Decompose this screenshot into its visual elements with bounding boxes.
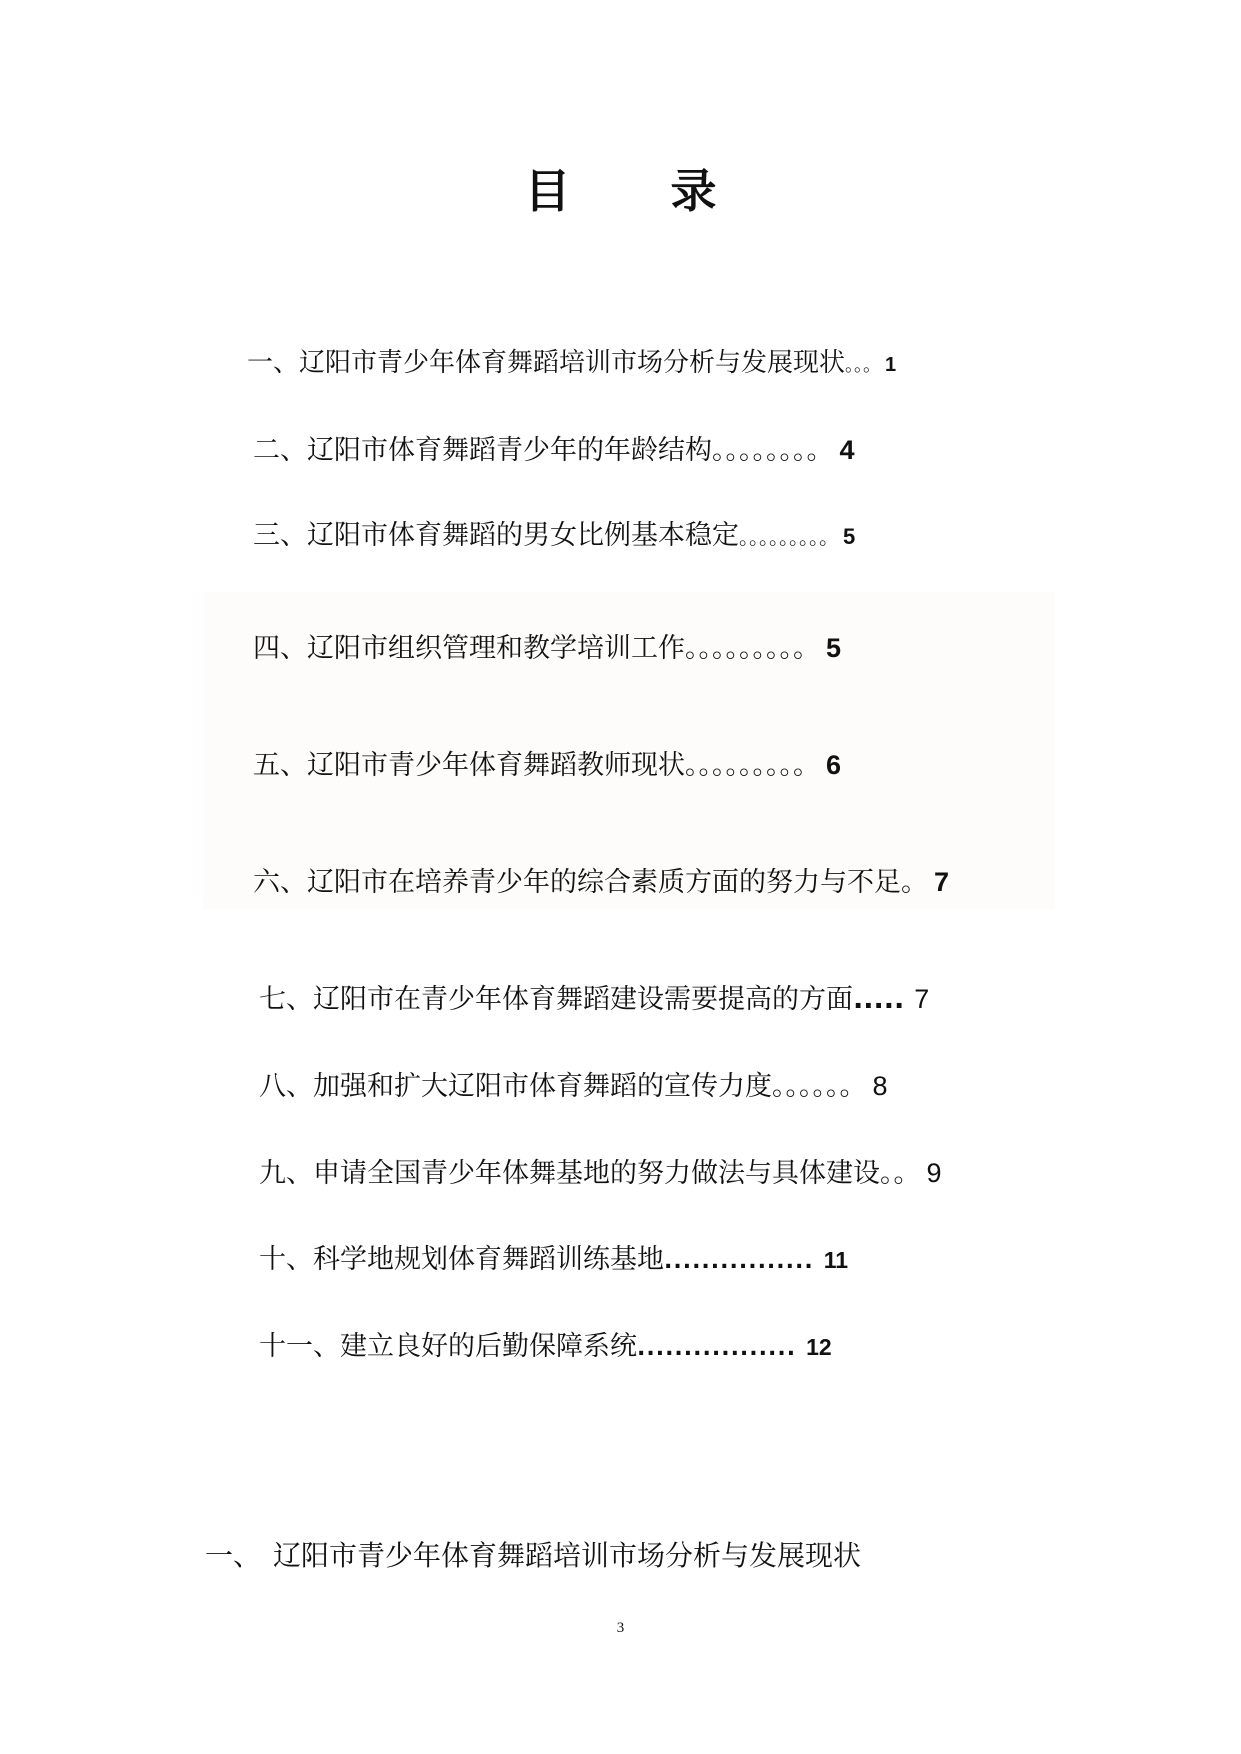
toc-title <box>0 155 1241 221</box>
toc-entry-page: 5 <box>826 633 842 663</box>
toc-entry-leader: 。。 <box>880 1158 921 1189</box>
toc-entry-label: 七、辽阳市在青少年体育舞蹈建设需要提高的方面 <box>259 984 853 1015</box>
toc-entry-label: 八、加强和扩大辽阳市体育舞蹈的宣传力度 <box>259 1071 772 1102</box>
toc-entry-label: 九、申请全国青少年体舞基地的努力做法与具体建设 <box>259 1158 880 1189</box>
toc-entry-leader: 。。。。。。。。。 <box>685 750 820 781</box>
toc-entry-label: 六、辽阳市在培养青少年的综合素质方面的努力与不足 <box>253 867 901 898</box>
toc-entry-page: 12 <box>806 1334 832 1360</box>
toc-entry-page: 8 <box>872 1071 888 1101</box>
toc-entry-leader: 。。。 <box>845 355 882 376</box>
toc-entry-page: 4 <box>839 435 855 465</box>
toc-title-char-2: 录 <box>670 164 717 218</box>
toc-entry[interactable] <box>259 1242 848 1278</box>
toc-entry-label: 三、辽阳市体育舞蹈的男女比例基本稳定 <box>253 520 739 551</box>
toc-entry-page: 5 <box>843 524 856 549</box>
toc-entry-leader: 。。。。。。。。 <box>712 435 834 466</box>
page-number: 3 <box>616 1620 625 1636</box>
toc-entry-label: 二、辽阳市体育舞蹈青少年的年龄结构 <box>253 435 712 466</box>
toc-entry[interactable] <box>259 1329 832 1365</box>
toc-entry[interactable] <box>253 630 841 666</box>
toc-entry[interactable] <box>247 345 896 381</box>
toc-entry-leader: ................ <box>664 1249 814 1274</box>
toc-entry[interactable] <box>253 864 949 900</box>
section-heading-text: 辽阳市青少年体育舞蹈培训市场分析与发展现状 <box>273 1539 862 1572</box>
toc-entry-leader: 。。。。。。 <box>772 1071 867 1102</box>
toc-entry-page: 6 <box>826 750 842 780</box>
toc-entry-leader: 。 <box>901 867 928 898</box>
toc-entry[interactable] <box>253 518 855 554</box>
toc-entry[interactable] <box>253 432 855 468</box>
toc-entry[interactable] <box>259 1155 942 1191</box>
toc-entry-label: 十、科学地规划体育舞蹈训练基地 <box>259 1244 664 1275</box>
toc-entry[interactable] <box>253 747 841 783</box>
toc-entry-label: 一、辽阳市青少年体育舞蹈培训市场分析与发展现状 <box>247 348 846 378</box>
toc-entry-page: 7 <box>934 867 950 897</box>
toc-entry-leader: 。。。。。。。。。 <box>739 525 839 549</box>
toc-entry-leader: ..... <box>853 984 905 1015</box>
toc-entry-page: 11 <box>823 1247 849 1273</box>
toc-title-char-1: 目 <box>524 164 571 218</box>
toc-entry-leader: 。。。。。。。。。 <box>685 633 820 664</box>
toc-entry[interactable] <box>259 981 929 1017</box>
toc-entry[interactable] <box>259 1068 888 1104</box>
toc-entry-label: 十一、建立良好的后勤保障系统 <box>259 1331 637 1362</box>
toc-entry-leader: ................. <box>637 1336 797 1361</box>
toc-entry-page: 9 <box>926 1158 942 1188</box>
toc-entry-label: 四、辽阳市组织管理和教学培训工作 <box>253 633 685 664</box>
section-heading-number: 一、 <box>205 1539 262 1572</box>
toc-entry-label: 五、辽阳市青少年体育舞蹈教师现状 <box>253 750 685 781</box>
toc-entry-page: 1 <box>885 354 897 376</box>
section-heading <box>205 1537 861 1575</box>
toc-entry-page: 7 <box>914 984 930 1014</box>
